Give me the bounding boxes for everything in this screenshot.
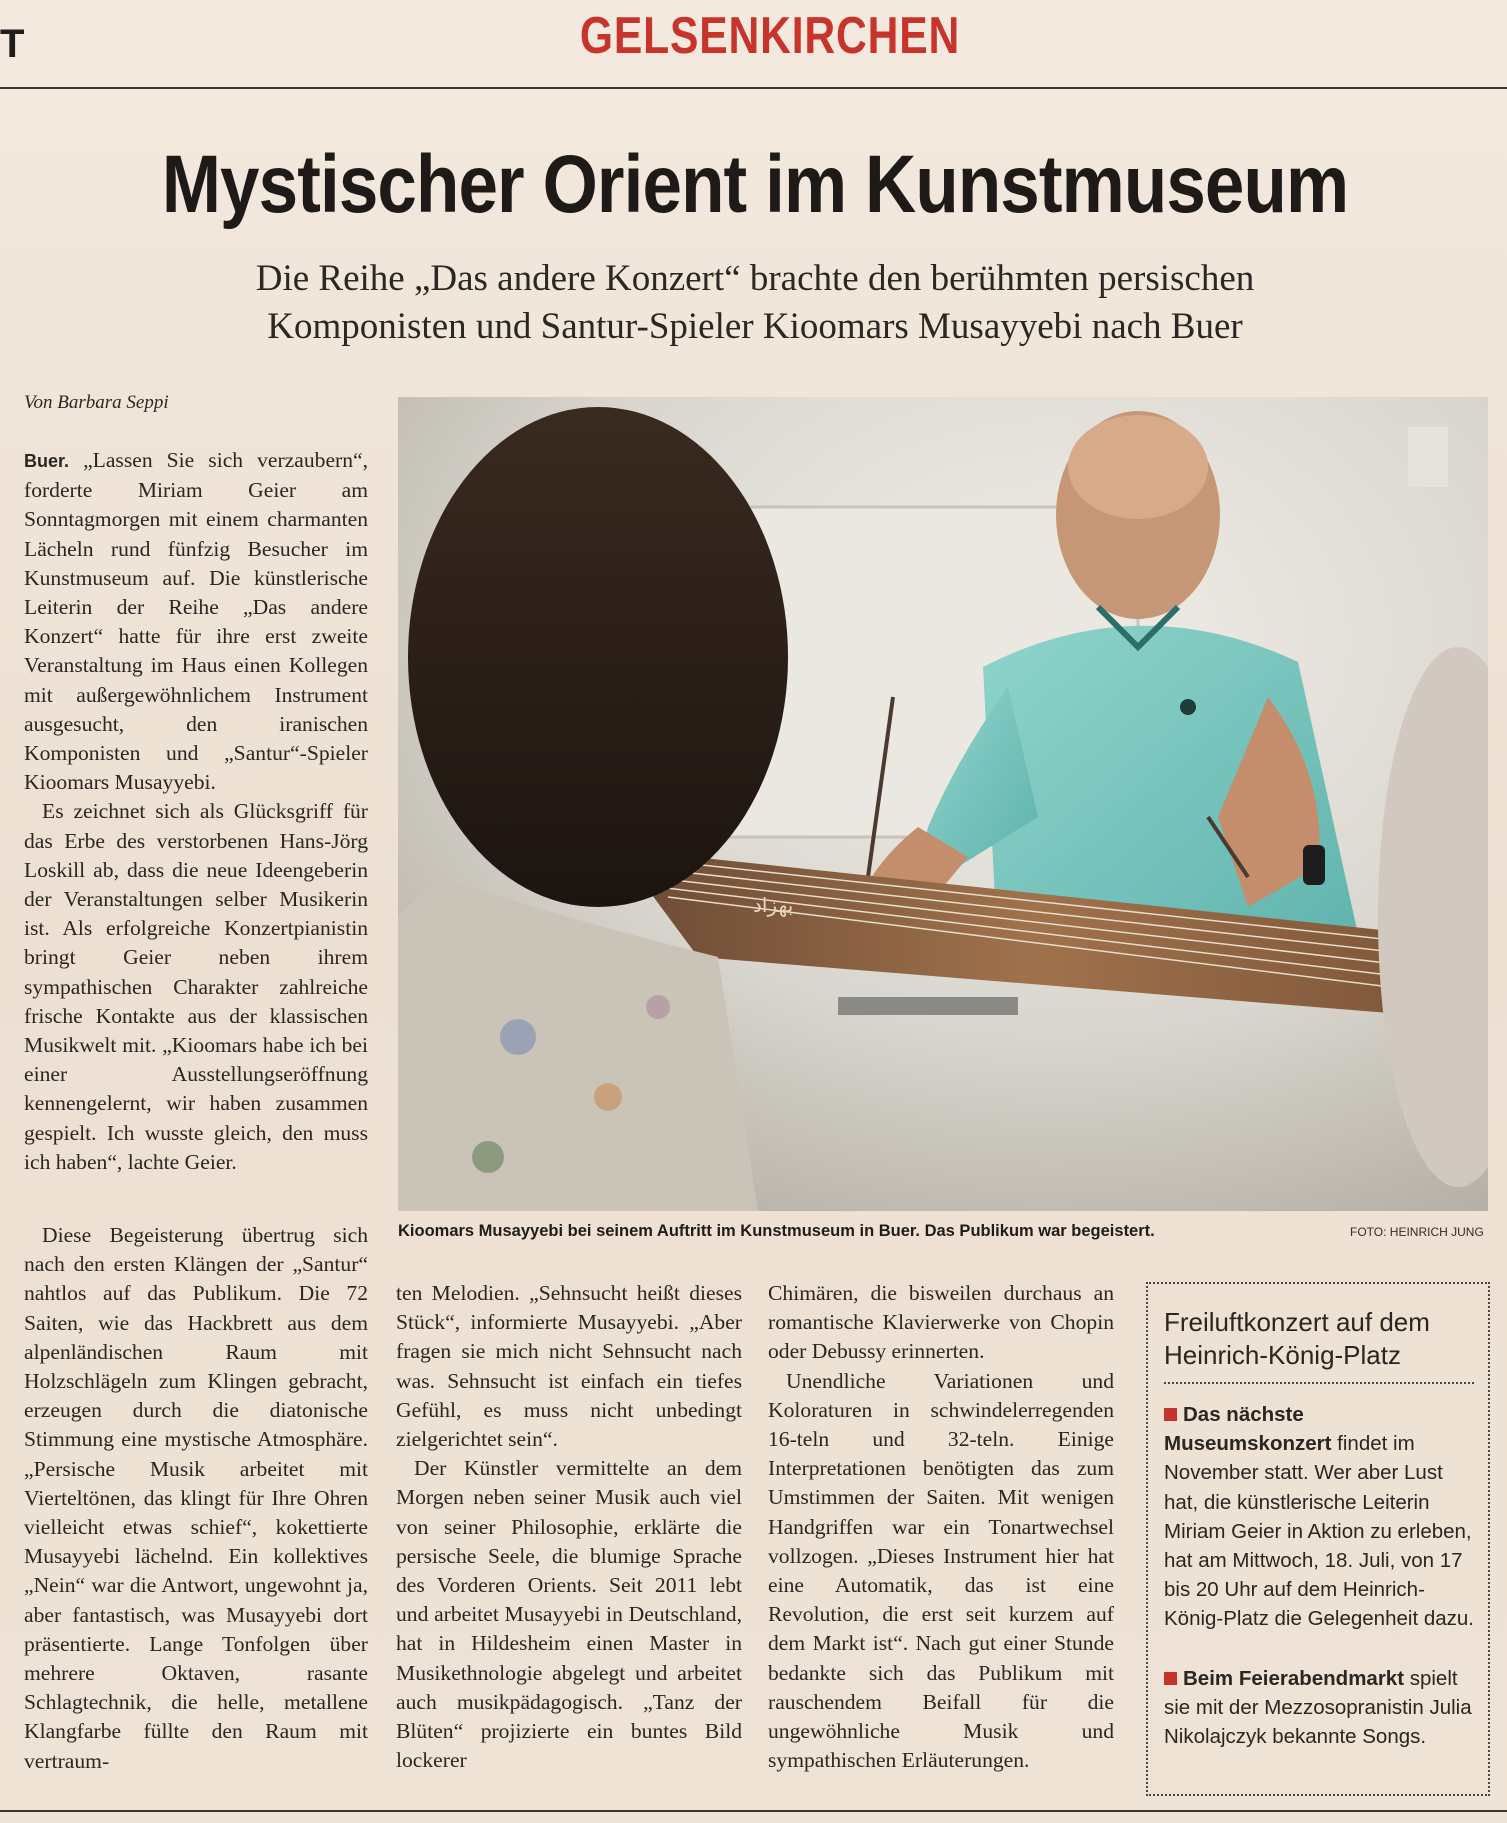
- paragraph: „Lassen Sie sich verzaubern“, forderte Miriam Geier am Sonntagmorgen mit einem charmanten Lächeln rund fünfzig Besucher im Kunstmuseum auf. Die künstlerische Leiterin der Reihe „Das andere Konzert“ hatte für ihre erst zweite Veranstaltung im Haus einen Kollegen mit außergewöhnlichem Instrument ausgesucht, den iranischen Komponisten und „Santur“-Spieler Kioomars Musayyebi.: [24, 448, 368, 795]
- woman-hair: [408, 407, 788, 907]
- article-column-1-lower: [24, 1221, 368, 1776]
- info-box-title-line: Heinrich-König-Platz: [1164, 1340, 1401, 1370]
- santur-player-photo: [398, 397, 1488, 1211]
- info-item-lead: Beim Feierabendmarkt: [1183, 1667, 1405, 1690]
- article-column-1: [24, 446, 368, 1177]
- info-box-item: [1164, 1400, 1476, 1634]
- photo-credit: FOTO: HEINRICH JUNG: [1350, 1225, 1484, 1239]
- wristwatch: [1303, 845, 1325, 885]
- red-square-icon: [1164, 1672, 1177, 1685]
- red-square-icon: [1164, 1408, 1177, 1421]
- byline: Von Barbara Seppi: [24, 392, 169, 413]
- info-item-lead: Das nächste Museumskonzert: [1164, 1403, 1332, 1456]
- article-photo: [398, 397, 1488, 1211]
- paragraph: Der Künstler vermittelte an dem Morgen neben seiner Musik auch viel von seiner Philosophie, erklärte die persische Seele, die blumige Sprache des Vorderen Orients. Seit 2011 lebt und arbeitet Musayyebi in Deutschland, hat in Hildesheim einen Master in Musikethnologie abgelegt und arbeitet auch musikpädagogisch. „Tanz der Blüten“ projizierte ein buntes Bild lockerer: [396, 1456, 742, 1773]
- santur-stand: [838, 997, 1018, 1015]
- info-box: [1146, 1282, 1490, 1796]
- footer-rule: [0, 1810, 1507, 1812]
- header-rule: [0, 87, 1507, 89]
- subhead-line: Die Reihe „Das andere Konzert“ brachte den berühmten persischen: [255, 258, 1255, 299]
- info-box-divider: [1164, 1382, 1474, 1384]
- instrument-inscription: بهزاد: [753, 893, 794, 917]
- page-edge-mark: T: [0, 22, 25, 66]
- article-column-2: [396, 1279, 742, 1775]
- paragraph: ten Melodien. „Sehnsucht heißt dieses Stück“, informierte Musayyebi. „Aber fragen sie mich nicht Sehnsucht nach was. Sehnsucht ist einfach ein tiefes Gefühl, es muss nicht unbedingt zielgerichtet sein“.: [396, 1281, 742, 1452]
- info-item-text: spielt sie mit der Mezzosopranistin Julia Nikolajczyk bekannte Songs.: [1164, 1667, 1472, 1749]
- info-item-text: findet im November statt. Wer aber Lust hat, die künstlerische Leiterin Miriam Geier in Aktion zu erleben, hat am Mittwoch, 18. Juli, von 17 bis 20 Uhr auf dem Heinrich-König-Platz die Gelegenheit dazu.: [1164, 1432, 1474, 1631]
- article-subhead: [100, 255, 1410, 351]
- article-headline: Mystischer Orient im Kunstmuseum: [161, 139, 1349, 230]
- audience-woman: [398, 407, 788, 1211]
- paragraph: Es zeichnet sich als Glücksgriff für das Erbe des verstorbenen Hans-Jörg Loskill ab, dass die neue Ideengeberin der Veranstaltungen selber Musikerin ist. Als erfolgreiche Konzertpianistin bringt Geier neben ihrem sympathischen Charakter zahlreiche frische Kontakte aus der klassischen Musikwelt mit. „Kioomars habe ich bei einer Ausstellungseröffnung kennengelernt, wir haben zusammen gespielt. Ich wusste gleich, den muss ich haben“, lachte Geier.: [24, 799, 368, 1174]
- dateline: Buer.: [24, 451, 70, 471]
- paragraph: Diese Begeisterung übertrug sich nach den ersten Klängen der „Santur“ nahtlos auf das Publikum. Die 72 Saiten, wie das Hackbrett aus dem alpenländischen Raum mit Holzschlägeln zum Klingen gebracht, erzeugen durch die diatonische Stimmung eine mystische Atmosphäre. „Persische Musik arbeitet mit Vierteltönen, das klingt für Ihre Ohren vielleicht etwas schief“, kokettierte Musayyebi lächelnd. Ein kollektives „Nein“ war die Antwort, ungewohnt ja, aber fantastisch, was Musayyebi dort präsentierte. Lange Tonfolgen über mehrere Oktaven, rasante Schlagtechnik, die helle, metallene Klangfarbe füllte den Raum mit vertraum-: [24, 1223, 368, 1773]
- bald-scalp: [1068, 415, 1208, 519]
- article-column-3: [768, 1279, 1114, 1775]
- paragraph: Unendliche Variationen und Koloraturen in schwindelerregenden 16-teln und 32-teln. Einige Interpretationen benötigten das zum Umstimmen der Saiten. Mit wenigen Handgriffen war ein Tonartwechsel vollzogen. „Dieses Instrument hier hat eine Automatik, das ist eine Revolution, die erst seit kurzem auf dem Markt ist“. Nach gut einer Stunde bedankte sich das Publikum mit rauschendem Beifall für die ungewöhnliche Musik und sympathischen Erläuterungen.: [768, 1368, 1114, 1773]
- info-box-item: [1164, 1664, 1476, 1752]
- shirt-logo: [1180, 699, 1196, 715]
- section-heading: GELSENKIRCHEN: [579, 7, 961, 65]
- info-box-title: [1164, 1306, 1476, 1372]
- photo-caption: Kioomars Musayyebi bei seinem Auftritt im Kunstmuseum in Buer. Das Publikum war begeistert.: [398, 1222, 1155, 1240]
- wall-switch: [1408, 427, 1448, 487]
- subhead-line: Komponisten und Santur-Spieler Kioomars Musayyebi nach Buer: [267, 306, 1243, 347]
- paragraph: Chimären, die bisweilen durchaus an romantische Klavierwerke von Chopin oder Debussy erinnerten.: [768, 1281, 1114, 1364]
- info-box-title-line: Freiluftkonzert auf dem: [1164, 1307, 1430, 1337]
